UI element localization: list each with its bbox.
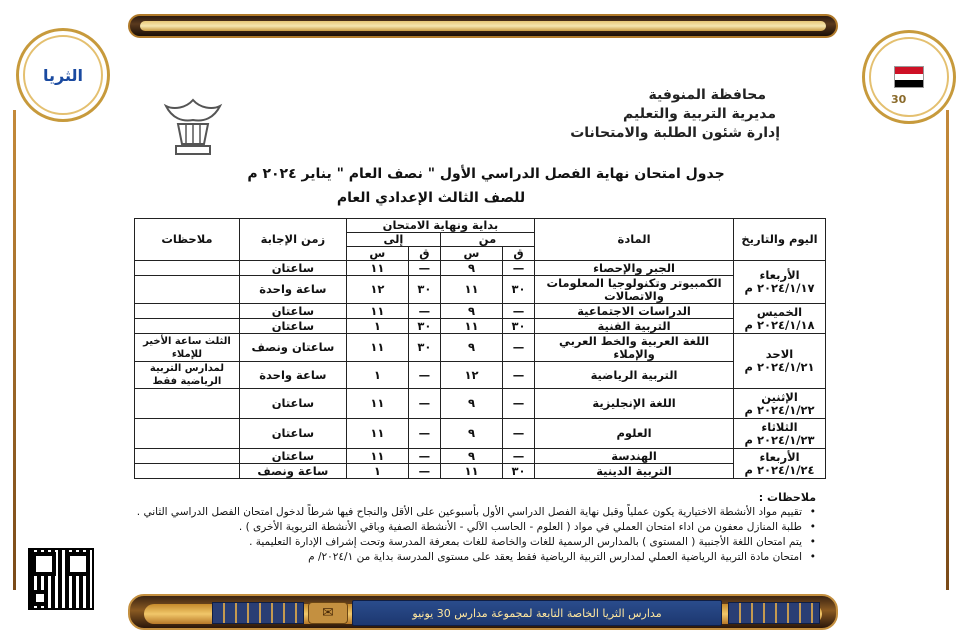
subject-cell: الكمبيوتر وتكنولوجيا المعلومات والاتصالات (535, 276, 734, 304)
header-from-hour: س (440, 247, 502, 261)
to-hour-cell: ١٢ (346, 276, 408, 304)
from-minute-cell: — (502, 449, 534, 464)
from-minute-cell: — (502, 304, 534, 319)
duration-cell: ساعتان (239, 449, 346, 464)
from-minute-cell: ٣٠ (502, 276, 534, 304)
footer-school-text: مدارس الثريا الخاصة التابعة لمجموعة مدارس 30 يونيو (412, 606, 662, 620)
from-hour-cell: ٩ (440, 304, 502, 319)
from-hour-cell: ١٢ (440, 362, 502, 389)
to-hour-cell: ١١ (346, 449, 408, 464)
school-logo-right (862, 30, 956, 124)
to-minute-cell: ٣٠ (408, 276, 440, 304)
to-hour-cell: ١ (346, 362, 408, 389)
header-duration: زمن الإجابة (239, 219, 346, 261)
subject-cell: الجبر والإحصاء (535, 261, 734, 276)
to-minute-cell: — (408, 261, 440, 276)
from-minute-cell: — (502, 362, 534, 389)
from-minute-cell: ٣٠ (502, 464, 534, 479)
header-from: من (440, 233, 534, 247)
note-cell (135, 464, 240, 479)
duration-cell: ساعة واحدة (239, 362, 346, 389)
governorate-label: محافظة المنوفية (648, 87, 766, 103)
note-item: • طلبة المنازل معفون من اداء امتحان العملي في مواد ( العلوم - الحاسب الآلي - الأنشطة الصفية وباقي الأنشطة التربوية الأخرى ) . (130, 520, 816, 535)
from-hour-cell: ٩ (440, 419, 502, 449)
table-row (135, 449, 826, 464)
table-row (135, 362, 826, 389)
from-hour-cell: ٩ (440, 261, 502, 276)
left-frame-line (13, 110, 16, 590)
from-minute-cell: — (502, 389, 534, 419)
duration-cell: ساعتان (239, 389, 346, 419)
exam-grade-label: للصف الثالث الإعدادي العام (336, 190, 526, 206)
mail-icon[interactable]: ✉ (308, 602, 348, 624)
from-hour-cell: ١١ (440, 464, 502, 479)
table-row (135, 419, 826, 449)
day-cell: الأربعاء ٢٠٢٤/١/١٧ م (734, 261, 826, 304)
subject-cell: التربية الدينية (535, 464, 734, 479)
note-cell (135, 389, 240, 419)
header-subject: المادة (535, 219, 734, 261)
note-cell (135, 419, 240, 449)
note-cell: الثلث ساعة الأخير للإملاء (135, 334, 240, 362)
note-cell (135, 304, 240, 319)
duration-cell: ساعتان (239, 304, 346, 319)
table-row (135, 464, 826, 479)
exam-title-main: جدول امتحان نهاية الفصل الدراسي الأول " نصف العام " يناير ٢٠٢٤ م (247, 166, 725, 182)
top-frame-bar (128, 14, 838, 38)
exam-schedule-table (134, 218, 826, 479)
duration-cell: ساعة ونصف (239, 464, 346, 479)
logo-left-text: الثريا (43, 65, 83, 85)
note-cell (135, 276, 240, 304)
exam-title (100, 166, 862, 206)
to-minute-cell: — (408, 449, 440, 464)
table-row (135, 389, 826, 419)
from-minute-cell: — (502, 334, 534, 362)
notes-heading: ملاحظات : (758, 491, 816, 504)
header-to: إلى (346, 233, 440, 247)
to-hour-cell: ١ (346, 464, 408, 479)
from-hour-cell: ١١ (440, 319, 502, 334)
day-cell: الأربعاء ٢٠٢٤/١/٢٤ م (734, 449, 826, 479)
day-cell: الثلاثاء ٢٠٢٤/١/٢٣ م (734, 419, 826, 449)
to-minute-cell: — (408, 389, 440, 419)
footer-frame (128, 594, 838, 630)
subject-cell: التربية الرياضية (535, 362, 734, 389)
exam-document (100, 60, 862, 580)
to-hour-cell: ١١ (346, 334, 408, 362)
right-frame-line (946, 110, 949, 590)
table-row (135, 276, 826, 304)
to-minute-cell: ٣٠ (408, 319, 440, 334)
duration-cell: ساعتان (239, 419, 346, 449)
subject-cell: الهندسة (535, 449, 734, 464)
subject-cell: اللغة الإنجليزية (535, 389, 734, 419)
duration-cell: ساعة واحدة (239, 276, 346, 304)
subject-cell: اللغة العربية والخط العربي والإملاء (535, 334, 734, 362)
note-item: • امتحان مادة التربية الرياضية العملي لمدارس التربية الرياضية فقط يعقد على مستوى المدرسة بداية من ٢٠٢٤/١/ م (130, 550, 816, 565)
emblem-icon (156, 94, 230, 160)
table-row (135, 334, 826, 362)
header-notes: ملاحظات (135, 219, 240, 261)
to-hour-cell: ١١ (346, 419, 408, 449)
header-to-hour: س (346, 247, 408, 261)
to-minute-cell: — (408, 362, 440, 389)
duration-cell: ساعتان (239, 261, 346, 276)
from-hour-cell: ٩ (440, 389, 502, 419)
day-cell: الإثنين ٢٠٢٤/١/٢٢ م (734, 389, 826, 419)
note-cell: لمدارس التربية الرياضية فقط (135, 362, 240, 389)
note-cell (135, 261, 240, 276)
subject-cell: العلوم (535, 419, 734, 449)
day-cell: الاحد ٢٠٢٤/١/٢١ م (734, 334, 826, 389)
table-row (135, 304, 826, 319)
table-row (135, 319, 826, 334)
from-minute-cell: — (502, 419, 534, 449)
document-header (570, 86, 780, 143)
to-hour-cell: ١١ (346, 304, 408, 319)
header-from-minute: ق (502, 247, 534, 261)
day-cell: الخميس ٢٠٢٤/١/١٨ م (734, 304, 826, 334)
from-hour-cell: ٩ (440, 334, 502, 362)
to-minute-cell: ٣٠ (408, 334, 440, 362)
header-to-minute: ق (408, 247, 440, 261)
note-item: • يتم امتحان اللغة الأجنبية ( المستوى ) بالمدارس الرسمية للغات والخاصة للغات بمعرفة المدرسة وتحت إشراف الإدارة التعليمية . (130, 535, 816, 550)
to-hour-cell: ١١ (346, 389, 408, 419)
footer-school-bar (352, 600, 722, 626)
table-row (135, 261, 826, 276)
to-hour-cell: ١ (346, 319, 408, 334)
from-minute-cell: — (502, 261, 534, 276)
qr-code-icon[interactable] (28, 548, 94, 610)
note-item: • تقييم مواد الأنشطة الاختيارية يكون عملياً وقبل نهاية الفصل الدراسي الأول بأسبوعين على الأقل والنجاح فيها شرطاً لدخول امتحان الفصل الدراسي الثاني . (130, 505, 816, 520)
directorate-label: مديرية التربية والتعليم (623, 106, 776, 122)
from-hour-cell: ٩ (440, 449, 502, 464)
from-minute-cell: ٣٠ (502, 319, 534, 334)
to-hour-cell: ١١ (346, 261, 408, 276)
to-minute-cell: — (408, 464, 440, 479)
notes-section (130, 490, 816, 565)
department-label: إدارة شئون الطلبة والامتحانات (570, 125, 780, 141)
logo-right-number: 30 (891, 93, 907, 106)
header-start-end: بداية ونهاية الامتحان (346, 219, 534, 233)
school-logo-left (16, 28, 110, 122)
note-cell (135, 319, 240, 334)
to-minute-cell: — (408, 304, 440, 319)
duration-cell: ساعتان ونصف (239, 334, 346, 362)
note-cell (135, 449, 240, 464)
subject-cell: الدراسات الاجتماعية (535, 304, 734, 319)
to-minute-cell: — (408, 419, 440, 449)
from-hour-cell: ١١ (440, 276, 502, 304)
duration-cell: ساعتان (239, 319, 346, 334)
subject-cell: التربية الفنية (535, 319, 734, 334)
header-day: اليوم والتاريخ (734, 219, 826, 261)
